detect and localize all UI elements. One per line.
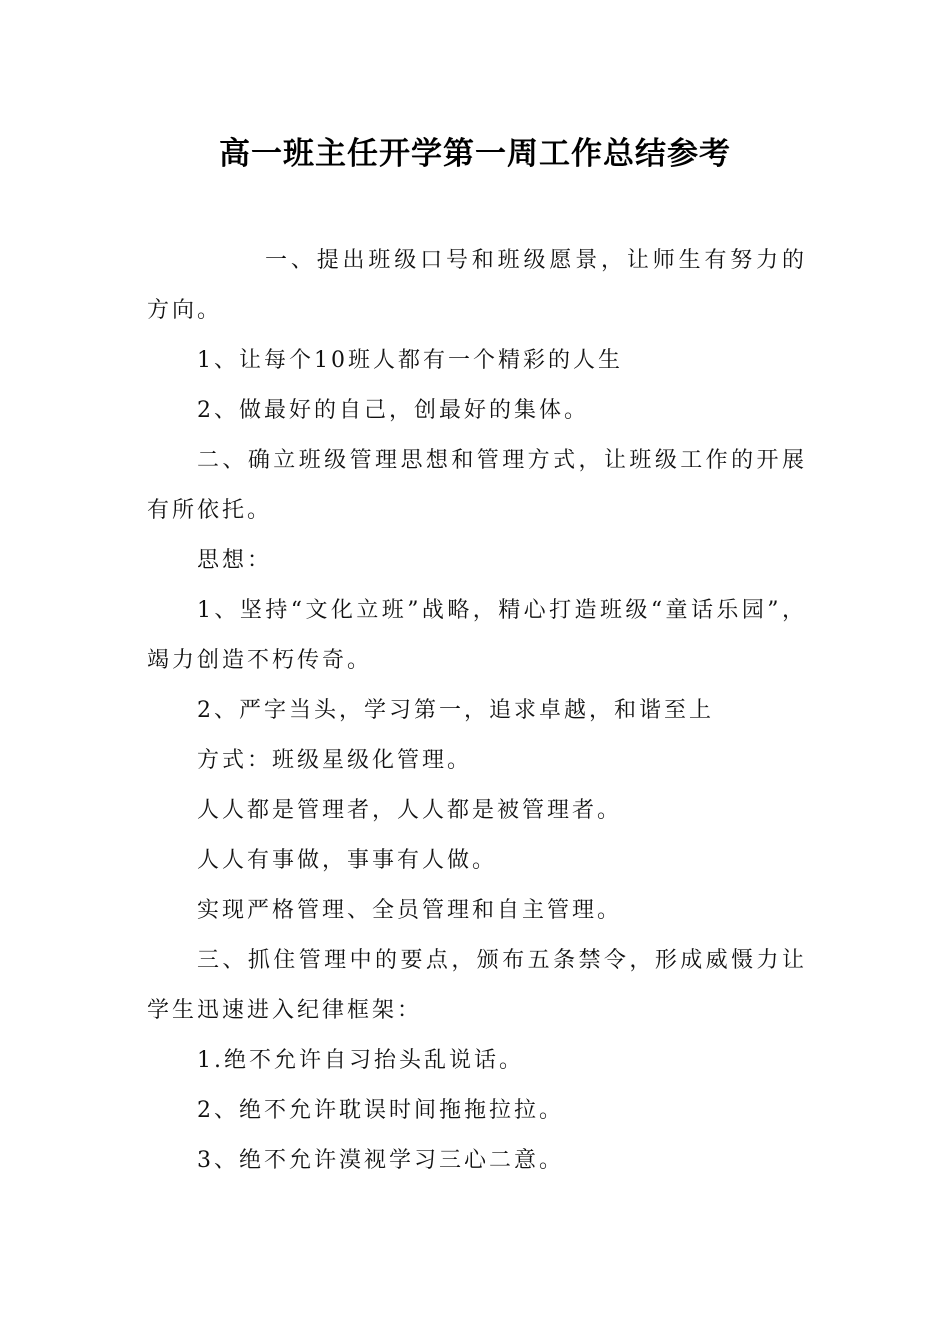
paragraph: 1.绝不允许自习抬头乱说话。: [197, 1048, 524, 1073]
paragraph: 二、确立班级管理思想和管理方式，让班级工作的开展有所依托。: [147, 448, 807, 523]
paragraph: 人人有事做，事事有人做。: [197, 848, 498, 873]
paragraph: 思想：: [197, 548, 273, 573]
paragraph: 一、提出班级口号和班级愿景，让师生有努力的方向。: [147, 248, 807, 323]
document-body: [147, 236, 807, 1186]
paragraph: 2、严字当头，学习第一，追求卓越，和谐至上: [197, 698, 714, 723]
paragraph: 实现严格管理、全员管理和自主管理。: [197, 898, 623, 923]
paragraph: 方式：班级星级化管理。: [197, 748, 473, 773]
paragraph: 1、让每个10班人都有一个精彩的人生: [197, 348, 623, 373]
paragraph: 3、绝不允许漠视学习三心二意。: [197, 1148, 564, 1173]
paragraph: 三、抓住管理中的要点，颁布五条禁令，形成威慑力让学生迅速进入纪律框架：: [147, 948, 807, 1023]
paragraph: 人人都是管理者，人人都是被管理者。: [197, 798, 623, 823]
paragraph: 2、做最好的自己，创最好的集体。: [197, 398, 589, 423]
paragraph: 1、坚持“文化立班”战略，精心打造班级“童话乐园”，竭力创造不朽传奇。: [147, 598, 807, 673]
paragraph: 2、绝不允许耽误时间拖拖拉拉。: [197, 1098, 564, 1123]
document-title: 高一班主任开学第一周工作总结参考: [219, 136, 731, 172]
